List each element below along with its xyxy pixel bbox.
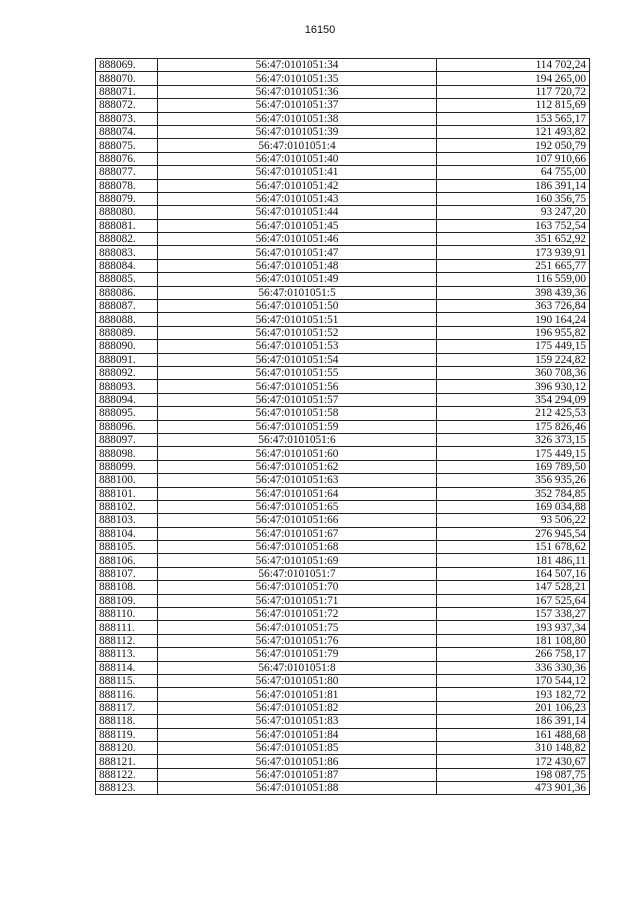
cadastral-value: 153 565,17 (437, 112, 590, 125)
table-row (96, 741, 590, 754)
table-row (96, 125, 590, 138)
cadastral-number: 56:47:0101051:81 (158, 688, 437, 701)
cadastral-number: 56:47:0101051:6 (158, 433, 437, 446)
cadastral-number: 56:47:0101051:65 (158, 500, 437, 513)
row-number: 888100. (96, 474, 158, 487)
cadastral-value: 159 224,82 (437, 353, 590, 366)
table-row (96, 259, 590, 272)
cadastral-number: 56:47:0101051:71 (158, 594, 437, 607)
table-row (96, 246, 590, 259)
cadastral-value: 181 486,11 (437, 554, 590, 567)
cadastral-number: 56:47:0101051:52 (158, 326, 437, 339)
cadastral-number: 56:47:0101051:40 (158, 152, 437, 165)
cadastral-value: 147 528,21 (437, 581, 590, 594)
cadastral-number: 56:47:0101051:48 (158, 259, 437, 272)
cadastral-number: 56:47:0101051:68 (158, 541, 437, 554)
table-row (96, 715, 590, 728)
cadastral-value: 175 449,15 (437, 447, 590, 460)
row-number: 888085. (96, 273, 158, 286)
cadastral-value: 151 678,62 (437, 541, 590, 554)
table-row (96, 648, 590, 661)
row-number: 888090. (96, 340, 158, 353)
row-number: 888092. (96, 366, 158, 379)
page-number: 16150 (304, 24, 336, 36)
table-row (96, 99, 590, 112)
cadastral-value: 169 789,50 (437, 460, 590, 473)
row-number: 888113. (96, 648, 158, 661)
table-row (96, 152, 590, 165)
row-number: 888109. (96, 594, 158, 607)
row-number: 888097. (96, 433, 158, 446)
cadastral-value: 190 164,24 (437, 313, 590, 326)
table-row (96, 460, 590, 473)
table-row (96, 782, 590, 795)
table-row (96, 233, 590, 246)
cadastral-value: 352 784,85 (437, 487, 590, 500)
cadastral-value: 251 665,77 (437, 259, 590, 272)
cadastral-value: 117 720,72 (437, 85, 590, 98)
cadastral-number: 56:47:0101051:67 (158, 527, 437, 540)
cadastral-number: 56:47:0101051:39 (158, 125, 437, 138)
table-row (96, 300, 590, 313)
cadastral-number: 56:47:0101051:8 (158, 661, 437, 674)
cadastral-number: 56:47:0101051:69 (158, 554, 437, 567)
cadastral-number: 56:47:0101051:5 (158, 286, 437, 299)
table-row (96, 112, 590, 125)
table-row (96, 380, 590, 393)
cadastral-value: 326 373,15 (437, 433, 590, 446)
cadastral-value: 212 425,53 (437, 407, 590, 420)
cadastral-value: 175 449,15 (437, 340, 590, 353)
row-number: 888105. (96, 541, 158, 554)
row-number: 888118. (96, 715, 158, 728)
cadastral-value: 121 493,82 (437, 125, 590, 138)
cadastral-number: 56:47:0101051:86 (158, 755, 437, 768)
cadastral-number: 56:47:0101051:83 (158, 715, 437, 728)
cadastral-value: 473 901,36 (437, 782, 590, 795)
cadastral-number: 56:47:0101051:41 (158, 166, 437, 179)
cadastral-number: 56:47:0101051:36 (158, 85, 437, 98)
table-row (96, 313, 590, 326)
cadastral-number: 56:47:0101051:55 (158, 366, 437, 379)
row-number: 888119. (96, 728, 158, 741)
table-row (96, 286, 590, 299)
row-number: 888111. (96, 621, 158, 634)
row-number: 888077. (96, 166, 158, 179)
table-row (96, 179, 590, 192)
cadastral-number: 56:47:0101051:56 (158, 380, 437, 393)
table-row (96, 206, 590, 219)
row-number: 888108. (96, 581, 158, 594)
row-number: 888076. (96, 152, 158, 165)
cadastral-value: 116 559,00 (437, 273, 590, 286)
cadastral-value: 398 439,36 (437, 286, 590, 299)
cadastral-number: 56:47:0101051:64 (158, 487, 437, 500)
cadastral-number: 56:47:0101051:51 (158, 313, 437, 326)
table-row (96, 554, 590, 567)
cadastral-value: 196 955,82 (437, 326, 590, 339)
row-number: 888089. (96, 326, 158, 339)
table-row (96, 353, 590, 366)
cadastral-value: 266 758,17 (437, 648, 590, 661)
row-number: 888093. (96, 380, 158, 393)
cadastral-value: 107 910,66 (437, 152, 590, 165)
table-row (96, 728, 590, 741)
cadastral-number: 56:47:0101051:35 (158, 72, 437, 85)
cadastral-number: 56:47:0101051:79 (158, 648, 437, 661)
row-number: 888110. (96, 608, 158, 621)
cadastral-number: 56:47:0101051:38 (158, 112, 437, 125)
row-number: 888101. (96, 487, 158, 500)
cadastral-value: 64 755,00 (437, 166, 590, 179)
table-body (96, 59, 590, 795)
table-row (96, 634, 590, 647)
cadastral-value: 356 935,26 (437, 474, 590, 487)
cadastral-value: 164 507,16 (437, 567, 590, 580)
cadastral-value: 170 544,12 (437, 674, 590, 687)
cadastral-value: 336 330,36 (437, 661, 590, 674)
row-number: 888080. (96, 206, 158, 219)
row-number: 888069. (96, 59, 158, 72)
row-number: 888112. (96, 634, 158, 647)
row-number: 888116. (96, 688, 158, 701)
row-number: 888088. (96, 313, 158, 326)
cadastral-number: 56:47:0101051:42 (158, 179, 437, 192)
cadastral-number: 56:47:0101051:44 (158, 206, 437, 219)
table-row (96, 621, 590, 634)
row-number: 888102. (96, 500, 158, 513)
cadastral-number: 56:47:0101051:87 (158, 768, 437, 781)
cadastral-value: 160 356,75 (437, 192, 590, 205)
cadastral-value: 351 652,92 (437, 233, 590, 246)
table-row (96, 85, 590, 98)
cadastral-value: 167 525,64 (437, 594, 590, 607)
row-number: 888083. (96, 246, 158, 259)
cadastral-number: 56:47:0101051:80 (158, 674, 437, 687)
table-row (96, 701, 590, 714)
row-number: 888121. (96, 755, 158, 768)
table-row (96, 755, 590, 768)
cadastral-number: 56:47:0101051:43 (158, 192, 437, 205)
row-number: 888104. (96, 527, 158, 540)
cadastral-value: 363 726,84 (437, 300, 590, 313)
table-row (96, 59, 590, 72)
cadastral-number: 56:47:0101051:57 (158, 393, 437, 406)
cadastral-number: 56:47:0101051:59 (158, 420, 437, 433)
row-number: 888107. (96, 567, 158, 580)
row-number: 888079. (96, 192, 158, 205)
row-number: 888095. (96, 407, 158, 420)
row-number: 888098. (96, 447, 158, 460)
table-row (96, 514, 590, 527)
cadastral-value: 192 050,79 (437, 139, 590, 152)
table-row (96, 661, 590, 674)
table-row (96, 219, 590, 232)
table-row (96, 608, 590, 621)
cadastral-value: 310 148,82 (437, 741, 590, 754)
table-row (96, 72, 590, 85)
row-number: 888070. (96, 72, 158, 85)
cadastral-value: 172 430,67 (437, 755, 590, 768)
cadastral-number: 56:47:0101051:72 (158, 608, 437, 621)
table-row (96, 541, 590, 554)
row-number: 888114. (96, 661, 158, 674)
cadastral-value: 198 087,75 (437, 768, 590, 781)
cadastral-value: 163 752,54 (437, 219, 590, 232)
table-row (96, 594, 590, 607)
table-row (96, 393, 590, 406)
cadastral-number: 56:47:0101051:66 (158, 514, 437, 527)
cadastral-value: 93 247,20 (437, 206, 590, 219)
row-number: 888122. (96, 768, 158, 781)
cadastral-value: 360 708,36 (437, 366, 590, 379)
table-row (96, 273, 590, 286)
cadastral-value: 173 939,91 (437, 246, 590, 259)
table-row (96, 527, 590, 540)
table-row (96, 474, 590, 487)
cadastral-number: 56:47:0101051:49 (158, 273, 437, 286)
row-number: 888074. (96, 125, 158, 138)
table-row (96, 433, 590, 446)
cadastral-number: 56:47:0101051:37 (158, 99, 437, 112)
row-number: 888082. (96, 233, 158, 246)
cadastral-number: 56:47:0101051:53 (158, 340, 437, 353)
row-number: 888086. (96, 286, 158, 299)
cadastral-value: 157 338,27 (437, 608, 590, 621)
row-number: 888081. (96, 219, 158, 232)
table-row (96, 567, 590, 580)
cadastral-number: 56:47:0101051:4 (158, 139, 437, 152)
cadastral-number: 56:47:0101051:46 (158, 233, 437, 246)
row-number: 888075. (96, 139, 158, 152)
table-row (96, 420, 590, 433)
row-number: 888103. (96, 514, 158, 527)
row-number: 888087. (96, 300, 158, 313)
cadastral-number: 56:47:0101051:75 (158, 621, 437, 634)
row-number: 888120. (96, 741, 158, 754)
cadastral-number: 56:47:0101051:60 (158, 447, 437, 460)
table-row (96, 139, 590, 152)
row-number: 888072. (96, 99, 158, 112)
table-row (96, 487, 590, 500)
row-number: 888073. (96, 112, 158, 125)
cadastral-number: 56:47:0101051:58 (158, 407, 437, 420)
cadastral-number: 56:47:0101051:47 (158, 246, 437, 259)
cadastral-number: 56:47:0101051:34 (158, 59, 437, 72)
cadastral-number: 56:47:0101051:85 (158, 741, 437, 754)
cadastral-value-table (95, 58, 590, 795)
cadastral-value: 354 294,09 (437, 393, 590, 406)
cadastral-number: 56:47:0101051:88 (158, 782, 437, 795)
table-row (96, 500, 590, 513)
cadastral-number: 56:47:0101051:63 (158, 474, 437, 487)
cadastral-value: 181 108,80 (437, 634, 590, 647)
row-number: 888099. (96, 460, 158, 473)
cadastral-value: 112 815,69 (437, 99, 590, 112)
cadastral-value: 193 937,34 (437, 621, 590, 634)
cadastral-number: 56:47:0101051:70 (158, 581, 437, 594)
row-number: 888117. (96, 701, 158, 714)
row-number: 888096. (96, 420, 158, 433)
cadastral-number: 56:47:0101051:84 (158, 728, 437, 741)
row-number: 888094. (96, 393, 158, 406)
table-row (96, 768, 590, 781)
cadastral-value: 186 391,14 (437, 179, 590, 192)
table-row (96, 581, 590, 594)
cadastral-value: 161 488,68 (437, 728, 590, 741)
cadastral-number: 56:47:0101051:82 (158, 701, 437, 714)
table-row (96, 326, 590, 339)
table-row (96, 366, 590, 379)
row-number: 888091. (96, 353, 158, 366)
table-row (96, 166, 590, 179)
cadastral-value: 93 506,22 (437, 514, 590, 527)
row-number: 888115. (96, 674, 158, 687)
row-number: 888078. (96, 179, 158, 192)
cadastral-number: 56:47:0101051:50 (158, 300, 437, 313)
table-row (96, 447, 590, 460)
table-row (96, 407, 590, 420)
cadastral-number: 56:47:0101051:62 (158, 460, 437, 473)
table-row (96, 688, 590, 701)
row-number: 888123. (96, 782, 158, 795)
cadastral-value: 169 034,88 (437, 500, 590, 513)
cadastral-number: 56:47:0101051:54 (158, 353, 437, 366)
cadastral-value: 175 826,46 (437, 420, 590, 433)
cadastral-value: 276 945,54 (437, 527, 590, 540)
cadastral-value: 114 702,24 (437, 59, 590, 72)
table-row (96, 674, 590, 687)
cadastral-value: 396 930,12 (437, 380, 590, 393)
cadastral-value: 193 182,72 (437, 688, 590, 701)
cadastral-number: 56:47:0101051:45 (158, 219, 437, 232)
cadastral-value: 194 265,00 (437, 72, 590, 85)
row-number: 888084. (96, 259, 158, 272)
cadastral-value: 201 106,23 (437, 701, 590, 714)
table-row (96, 192, 590, 205)
cadastral-number: 56:47:0101051:76 (158, 634, 437, 647)
cadastral-value: 186 391,14 (437, 715, 590, 728)
cadastral-number: 56:47:0101051:7 (158, 567, 437, 580)
row-number: 888106. (96, 554, 158, 567)
row-number: 888071. (96, 85, 158, 98)
table-row (96, 340, 590, 353)
